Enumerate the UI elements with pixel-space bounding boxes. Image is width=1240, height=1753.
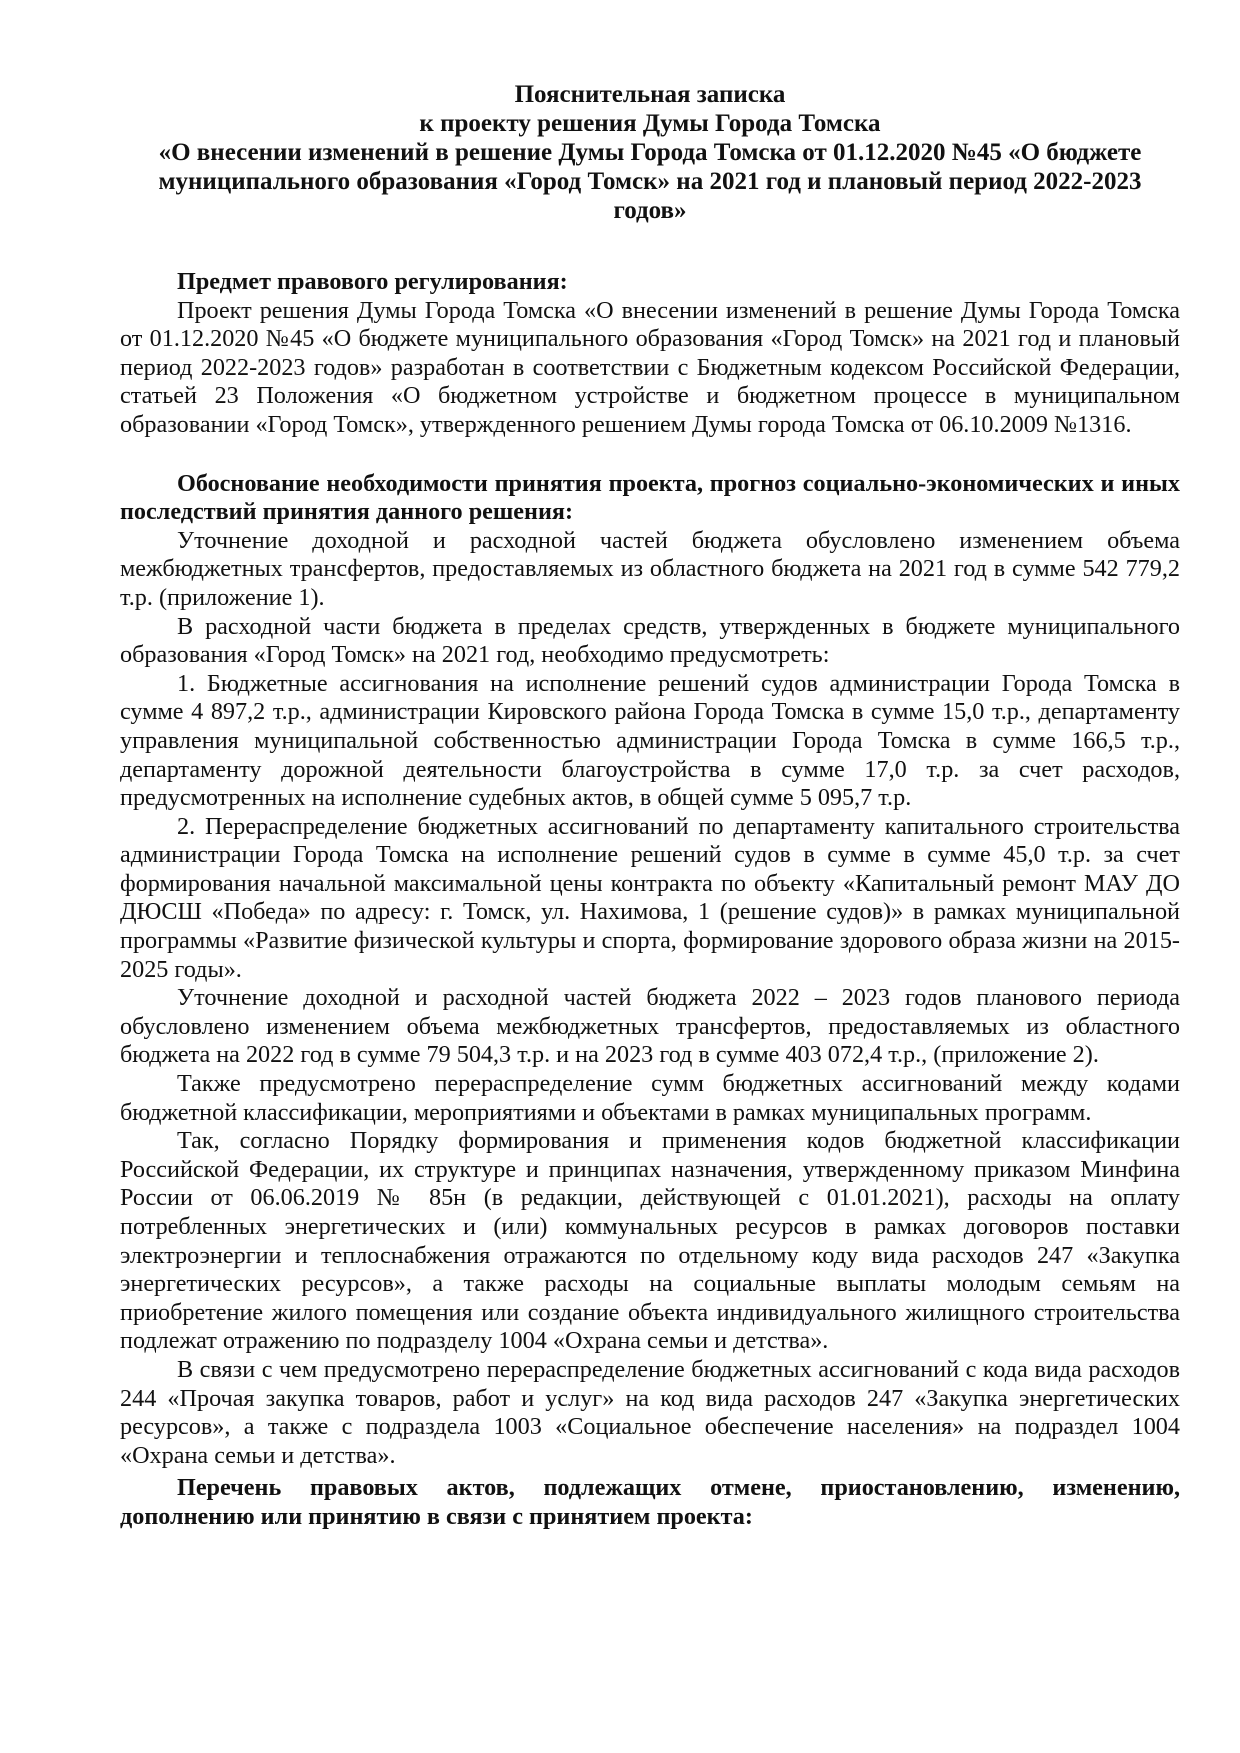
paragraph: Уточнение доходной и расходной частей бюджета 2022 – 2023 годов планового периода обусловлено изменением объема межбюджетных трансфертов, предоставляемых из областного бюджета на 2022 год в сумме 79 504,3 т.р. и на 2023 год в сумме 403 072,4 т.р., (приложение 2). [120, 984, 1180, 1069]
paragraph: Так, согласно Порядку формирования и применения кодов бюджетной классификации Российской Федерации, их структуре и принципах назначения, утвержденному приказом Минфина России от 06.06.2019 № 85н (в редакции, действующей с 01.01.2021), расходы на оплату потребленных энергетических и (или) коммунальных ресурсов в рамках договоров поставки электроэнергии и теплоснабжения отражаются по отдельному коду вида расходов 247 «Закупка энергетических ресурсов», а также расходы на социальные выплаты молодым семьям на приобретение жилого помещения или создание объекта индивидуального жилищного строительства подлежат отражению по подразделу 1004 «Охрана семьи и детства». [120, 1127, 1180, 1355]
list-item: 1. Бюджетные ассигнования на исполнение решений судов администрации Города Томска в сумме 4 897,2 т.р., администрации Кировского района Города Томска в сумме 15,0 т.р., департаменту управления муниципальной собственностью администрации Города Томска в сумме 166,5 т.р., департаменту дорожной деятельности благоустройства в сумме 17,0 т.р. за счет расходов, предусмотренных на исполнение судебных актов, в общей сумме 5 095,7 т.р. [120, 669, 1180, 812]
title-line-3: «О внесении изменений в решение Думы Города Томска от 01.12.2020 №45 «О бюджете муниципального образования «Город Томск» на 2021 год и плановый период 2022-2023 годов» [158, 139, 1142, 224]
paragraph: В расходной части бюджета в пределах средств, утвержденных в бюджете муниципального образования «Город Томск» на 2021 год, необходимо предусмотреть: [120, 612, 1180, 669]
title-line-1: Пояснительная записка [514, 81, 786, 108]
paragraph: Проект решения Думы Города Томска «О внесении изменений в решение Думы Города Томска от 01.12.2020 №45 «О бюджете муниципального образования «Город Томск» на 2021 год и плановый период 2022-2023 годов» разработан в соответствии с Бюджетным кодексом Российской Федерации, статьей 23 Положения «О бюджетном устройстве и бюджетном процессе в муниципальном образовании «Город Томск», утвержденного решением Думы города Томска от 06.10.2009 №1316. [120, 296, 1180, 438]
document-title [120, 80, 1180, 225]
section-heading-legal-acts: Перечень правовых актов, подлежащих отмене, приостановлению, изменению, дополнению или принятию в связи с принятием проекта: [120, 1474, 1180, 1530]
document-body [120, 268, 1180, 1532]
section-heading-justification: Обоснование необходимости принятия проекта, прогноз социально-экономических и иных последствий принятия данного решения: [120, 469, 1180, 526]
section-heading-subject: Предмет правового регулирования: [177, 268, 568, 295]
list-item: 2. Перераспределение бюджетных ассигнований по департаменту капитального строительства администрации Города Томска на исполнение решений судов в сумме в сумме 45,0 т.р. за счет формирования начальной максимальной цены контракта по объекту «Капитальный ремонт МАУ ДО ДЮСШ «Победа» по адресу: г. Томск, ул. Нахимова, 1 (решение судов)» в рамках муниципальной программы «Развитие физической культуры и спорта, формирование здорового образа жизни на 2015-2025 годы». [120, 812, 1180, 983]
paragraph: Уточнение доходной и расходной частей бюджета обусловлено изменением объема межбюджетных трансфертов, предоставляемых из областного бюджета на 2021 год в сумме 542 779,2 т.р. (приложение 1). [120, 526, 1180, 611]
title-line-2: к проекту решения Думы Города Томска [419, 110, 881, 137]
paragraph: В связи с чем предусмотрено перераспределение бюджетных ассигнований с кода вида расходов 244 «Прочая закупка товаров, работ и услуг» на код вида расходов 247 «Закупка энергетических ресурсов», а также с подраздела 1003 «Социальное обеспечение населения» на подраздел 1004 «Охрана семьи и детства». [120, 1355, 1180, 1469]
paragraph: Также предусмотрено перераспределение сумм бюджетных ассигнований между кодами бюджетной классификации, мероприятиями и объектами в рамках муниципальных программ. [120, 1070, 1180, 1126]
